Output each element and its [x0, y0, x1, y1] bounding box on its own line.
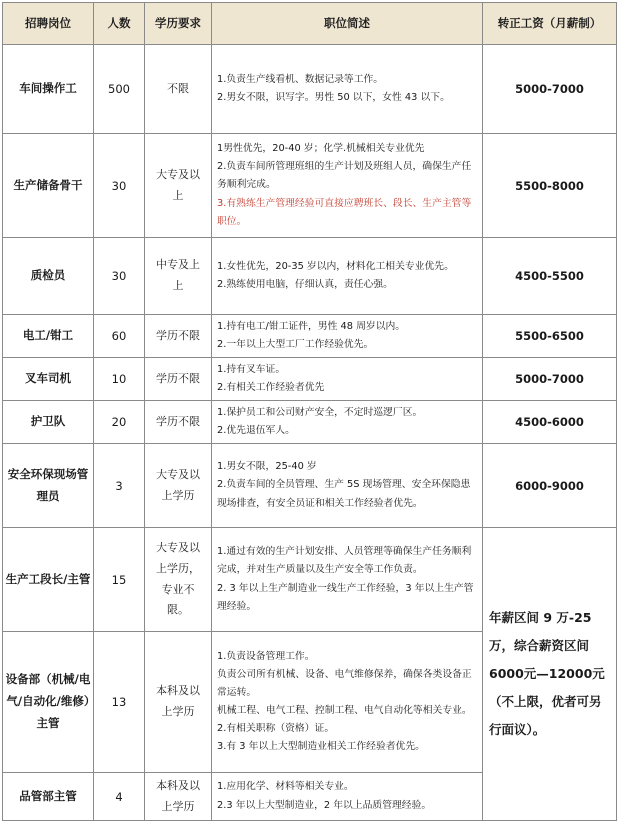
table-row: [3, 401, 617, 444]
header-count: 人数: [94, 3, 145, 45]
cell-position: 叉车司机: [3, 358, 94, 401]
cell-description: [212, 134, 483, 238]
cell-education: 学历不限: [145, 315, 212, 358]
cell-count: 20: [94, 401, 145, 444]
desc-line: 2.负责车间的全员管理、生产 5S 现场管理、安全环保隐患现场排查，有安全员证和相关工作经验者优先。: [217, 479, 471, 509]
cell-position: 品管部主管: [3, 773, 94, 821]
cell-salary: 4500-6000: [483, 401, 617, 444]
cell-position: 护卫队: [3, 401, 94, 444]
cell-count: 13: [94, 632, 145, 773]
desc-line: 1.女性优先，20-35 岁以内，材料化工相关专业优先。: [217, 260, 454, 272]
cell-count: 60: [94, 315, 145, 358]
cell-description: [212, 358, 483, 401]
desc-line: 1.保护员工和公司财产安全，不定时巡逻厂区。: [217, 406, 423, 418]
table-header-row: [3, 3, 617, 45]
cell-description: [212, 401, 483, 444]
desc-line: 2.3 年以上大型制造业，2 年以上品质管理经验。: [217, 799, 432, 811]
header-education: 学历要求: [145, 3, 212, 45]
desc-line: 2.熟练使用电脑，仔细认真，责任心强。: [217, 279, 393, 290]
cell-salary: 6000-9000: [483, 444, 617, 528]
cell-count: 15: [94, 528, 145, 632]
cell-position: 生产储备骨干: [3, 134, 94, 238]
cell-position: 电工/钳工: [3, 315, 94, 358]
cell-description: [212, 238, 483, 315]
cell-salary-merged: 年薪区间 9 万-25 万，综合薪资区间 6000元—12000元（不上限，优者可另行面议）。: [483, 528, 617, 821]
cell-salary: 5000-7000: [483, 45, 617, 134]
cell-education: 大专及以上: [145, 134, 212, 238]
cell-description: [212, 528, 483, 632]
cell-position: 车间操作工: [3, 45, 94, 134]
header-salary: 转正工资（月薪制）: [483, 3, 617, 45]
desc-line: 1.负责设备管理工作。: [217, 650, 315, 662]
table-row: [3, 45, 617, 134]
desc-line: 2.有相关职称（资格）证。: [217, 723, 335, 735]
desc-line: 1.持有叉车证。: [217, 363, 286, 375]
desc-line: 1.通过有效的生产计划安排、人员管理等确保生产任务顺利完成，并对生产质量以及生产安全等工作负责。: [217, 546, 472, 576]
desc-line: 2.负责车间所管理班组的生产计划及班组人员，确保生产任务顺利完成。: [217, 161, 472, 191]
cell-description: [212, 45, 483, 134]
desc-line: 1.应用化学、材料等相关专业。: [217, 781, 354, 793]
header-description: 职位简述: [212, 3, 483, 45]
cell-count: 30: [94, 238, 145, 315]
cell-education: 中专及上上: [145, 238, 212, 315]
desc-line: 2.男女不限，识写字。男性 50 以下，女性 43 以下。: [217, 92, 450, 103]
cell-count: 10: [94, 358, 145, 401]
cell-education: 大专及以上学历，专业不限。: [145, 528, 212, 632]
cell-salary: 5000-7000: [483, 358, 617, 401]
desc-line: 机械工程、电气工程、控制工程、电气自动化等相关专业。: [217, 705, 472, 716]
desc-highlight-line: 3.有熟练生产管理经验可直接应聘班长、段长、生产主管等职位。: [217, 197, 472, 227]
desc-line: 2.优先退伍军人。: [217, 425, 295, 436]
cell-description: [212, 315, 483, 358]
desc-line: 负责公司所有机械、设备、电气维修保养，确保各类设备正常运转。: [217, 668, 472, 698]
desc-line: 2.一年以上大型工厂工作经验优先。: [217, 339, 374, 350]
table-row: [3, 528, 617, 632]
desc-line: 3.有 3 年以上大型制造业相关工作经验者优先。: [217, 741, 425, 753]
table-row: [3, 358, 617, 401]
cell-description: [212, 444, 483, 528]
table-row: [3, 444, 617, 528]
cell-education: 不限: [145, 45, 212, 134]
cell-salary: 5500-6500: [483, 315, 617, 358]
cell-description: [212, 632, 483, 773]
header-position: 招聘岗位: [3, 3, 94, 45]
cell-salary: 4500-5500: [483, 238, 617, 315]
cell-position: 生产工段长/主管: [3, 528, 94, 632]
cell-description: [212, 773, 483, 821]
cell-position: 设备部（机械/电气/自动化/维修）主管: [3, 632, 94, 773]
desc-line: 1.持有电工/钳工证件，男性 48 周岁以内。: [217, 320, 406, 332]
cell-education: 本科及以上学历: [145, 773, 212, 821]
cell-count: 4: [94, 773, 145, 821]
desc-line: 2.有相关工作经验者优先: [217, 382, 325, 393]
cell-salary: 5500-8000: [483, 134, 617, 238]
recruitment-table: [2, 2, 617, 821]
desc-line: 1男性优先，20-40 岁；化学.机械相关专业优先: [217, 143, 425, 155]
cell-education: 学历不限: [145, 401, 212, 444]
desc-line: 1.负责生产线看机、数据记录等工作。: [217, 73, 384, 85]
desc-line: 2. 3 年以上生产制造业一线生产工作经验，3 年以上生产管理经验。: [217, 582, 474, 612]
cell-position: 安全环保现场管理员: [3, 444, 94, 528]
cell-count: 3: [94, 444, 145, 528]
cell-count: 500: [94, 45, 145, 134]
cell-count: 30: [94, 134, 145, 238]
cell-education: 本科及以上学历: [145, 632, 212, 773]
table-row: [3, 315, 617, 358]
cell-education: 学历不限: [145, 358, 212, 401]
cell-position: 质检员: [3, 238, 94, 315]
table-row: [3, 134, 617, 238]
cell-education: 大专及以上学历: [145, 444, 212, 528]
table-row: [3, 238, 617, 315]
desc-line: 1.男女不限，25-40 岁: [217, 461, 317, 473]
